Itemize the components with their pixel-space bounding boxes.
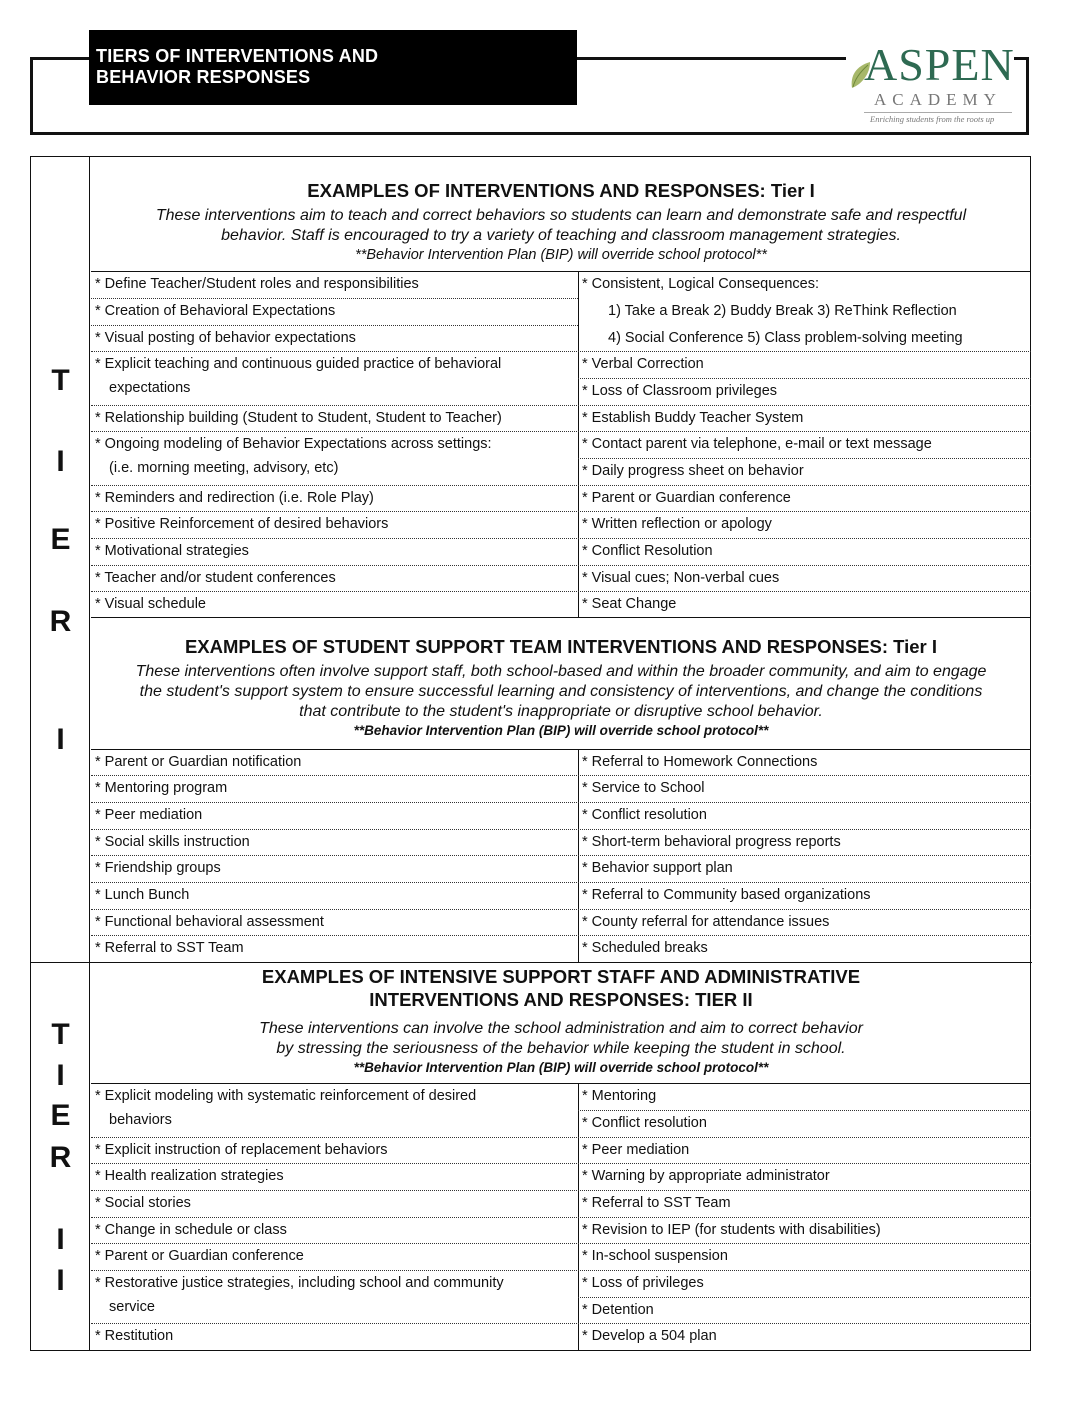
row-rule xyxy=(91,855,1031,856)
section-description: the student's support system to ensure successful learning and consistency of interventions, and change the conditions xyxy=(139,683,983,700)
list-item: * Referral to Community based organizations xyxy=(582,887,871,903)
list-item: * Social skills instruction xyxy=(95,834,250,850)
list-item: * Referral to Homework Connections xyxy=(582,754,818,770)
bip-note: **Behavior Intervention Plan (BIP) will override school protocol** xyxy=(353,723,769,738)
section-title: EXAMPLES OF STUDENT SUPPORT TEAM INTERVENTIONS AND RESPONSES: Tier I xyxy=(184,636,938,657)
list-item: * Conflict resolution xyxy=(582,807,707,823)
list-item: * Visual posting of behavior expectations xyxy=(95,330,356,346)
list-item: * Develop a 504 plan xyxy=(582,1328,717,1344)
list-item: * Health realization strategies xyxy=(95,1168,284,1184)
list-item: * Contact parent via telephone, e-mail or text message xyxy=(582,436,932,452)
tier1-letter: R xyxy=(49,605,72,638)
list-item: * Explicit modeling with systematic reinforcement of desired xyxy=(95,1088,477,1104)
list-item-continued: expectations xyxy=(109,380,191,396)
logo-subtitle: ACADEMY xyxy=(874,90,1002,109)
title-line-1: TIERS OF INTERVENTIONS AND xyxy=(96,46,379,66)
list-item: * Consistent, Logical Consequences: xyxy=(582,276,819,292)
tier1-letter: T xyxy=(51,364,70,397)
section-description: These interventions often involve support staff, both school-based and within the broader community, and aim to engage xyxy=(135,663,987,680)
list-item: * Teacher and/or student conferences xyxy=(95,570,336,586)
document-title xyxy=(89,30,577,105)
tier2-letter: T xyxy=(51,1018,70,1051)
list-item: * Restitution xyxy=(95,1328,174,1344)
list-item: * Functional behavioral assessment xyxy=(95,914,324,930)
tier1-letter: I xyxy=(56,723,65,756)
tier1-letter: E xyxy=(50,523,71,556)
list-item: * Social stories xyxy=(95,1195,191,1211)
list-item: * Friendship groups xyxy=(95,860,221,876)
list-item: * Mentoring program xyxy=(95,780,228,796)
list-item: * Referral to SST Team xyxy=(95,940,244,956)
tier-divider xyxy=(31,962,1032,963)
list-item: * Behavior support plan xyxy=(582,860,733,876)
list-item: * Conflict Resolution xyxy=(582,543,713,559)
list-item: * Daily progress sheet on behavior xyxy=(582,463,804,479)
list-item: * Conflict resolution xyxy=(582,1115,707,1131)
section-description: behavior. Staff is encouraged to try a variety of teaching and classroom management strategies. xyxy=(221,227,901,244)
logo-tagline: Enriching students from the roots up xyxy=(870,114,995,124)
tier2-section-heading xyxy=(91,965,1031,1077)
list-item: * Short-term behavioral progress reports xyxy=(582,834,841,850)
list-item: * Detention xyxy=(582,1302,654,1318)
list-item: * Service to School xyxy=(582,780,705,796)
list-item: * Lunch Bunch xyxy=(95,887,190,903)
logo-name: ASPEN xyxy=(864,39,1015,90)
list-item: * Positive Reinforcement of desired behaviors xyxy=(95,516,389,532)
list-item: * Mentoring xyxy=(582,1088,657,1104)
list-item: * Visual cues; Non-verbal cues xyxy=(582,570,780,586)
tier2-letter: I xyxy=(56,1059,65,1092)
list-item: * Creation of Behavioral Expectations xyxy=(95,303,336,319)
section-description: by stressing the seriousness of the behavior while keeping the student in school. xyxy=(276,1040,846,1057)
list-item: * Parent or Guardian conference xyxy=(582,490,791,506)
list-item: * County referral for attendance issues xyxy=(582,914,830,930)
list-item-sub: 4) Social Conference 5) Class problem-solving meeting xyxy=(608,330,963,346)
bip-note: **Behavior Intervention Plan (BIP) will override school protocol** xyxy=(353,1060,769,1075)
list-item: * Define Teacher/Student roles and responsibilities xyxy=(95,276,419,292)
list-item: * Reminders and redirection (i.e. Role Play) xyxy=(95,490,374,506)
row-rule xyxy=(91,802,1031,803)
row-rule xyxy=(91,775,1031,776)
list-item: * Peer mediation xyxy=(582,1142,690,1158)
tier2-letter: I xyxy=(56,1264,65,1297)
list-item: * Peer mediation xyxy=(95,807,203,823)
list-item: * Verbal Correction xyxy=(582,356,704,372)
section-description: These interventions can involve the school administration and aim to correct behavior xyxy=(259,1020,863,1037)
tier2-letter: I xyxy=(56,1223,65,1256)
grid-rule xyxy=(91,617,1031,618)
list-item-sub: 1) Take a Break 2) Buddy Break 3) ReThink Reflection xyxy=(608,303,957,319)
list-item: * Restorative justice strategies, including school and community xyxy=(95,1275,504,1291)
list-item: * Parent or Guardian notification xyxy=(95,754,302,770)
tier1-letter: I xyxy=(56,445,65,478)
list-item: * Relationship building (Student to Student, Student to Teacher) xyxy=(95,410,502,426)
list-item: * Scheduled breaks xyxy=(582,940,708,956)
list-item: * Visual schedule xyxy=(95,596,206,612)
list-item: * Seat Change xyxy=(582,596,677,612)
row-rule xyxy=(91,591,1031,592)
logo-divider xyxy=(864,112,1012,113)
list-item: * Change in schedule or class xyxy=(95,1222,287,1238)
header-rule xyxy=(30,57,90,60)
tier1-label-column xyxy=(31,157,90,962)
list-item-continued: behaviors xyxy=(109,1112,172,1128)
list-item: * Loss of Classroom privileges xyxy=(582,383,778,399)
interventions-table xyxy=(30,156,1031,1351)
list-item: * Referral to SST Team xyxy=(582,1195,731,1211)
section-description: that contribute to the student's inappropriate or disruptive school behavior. xyxy=(299,703,823,720)
list-item: * Revision to IEP (for students with disabilities) xyxy=(582,1222,881,1238)
list-item: * Motivational strategies xyxy=(95,543,249,559)
list-item: * Parent or Guardian conference xyxy=(95,1248,304,1264)
list-item: * Establish Buddy Teacher System xyxy=(582,410,804,426)
header-rule xyxy=(1014,57,1029,60)
tier2-label-column xyxy=(31,963,90,1351)
tier1-section2-heading xyxy=(91,635,1031,740)
list-item: * Ongoing modeling of Behavior Expectations across settings: xyxy=(95,436,492,452)
section-title: INTERVENTIONS AND RESPONSES: TIER II xyxy=(369,989,753,1010)
section-description: These interventions aim to teach and correct behaviors so students can learn and demonstrate safe and respectful xyxy=(155,207,967,224)
list-item: * Explicit teaching and continuous guided practice of behavioral xyxy=(95,356,502,372)
list-item: * Loss of privileges xyxy=(582,1275,704,1291)
header-rule xyxy=(576,57,846,60)
aspen-academy-logo xyxy=(846,40,1016,130)
section-title: EXAMPLES OF INTERVENTIONS AND RESPONSES: Tier I xyxy=(307,180,815,201)
list-item: * Written reflection or apology xyxy=(582,516,772,532)
list-item: * Warning by appropriate administrator xyxy=(582,1168,830,1184)
list-item-continued: service xyxy=(109,1299,155,1315)
list-item-continued: (i.e. morning meeting, advisory, etc) xyxy=(109,460,339,476)
section-title: EXAMPLES OF INTENSIVE SUPPORT STAFF AND ADMINISTRATIVE xyxy=(261,966,861,987)
row-rule xyxy=(91,882,1031,883)
row-rule xyxy=(91,1190,1031,1191)
row-rule xyxy=(91,1323,1031,1324)
title-line-2: BEHAVIOR RESPONSES xyxy=(96,67,311,87)
bip-note: **Behavior Intervention Plan (BIP) will override school protocol** xyxy=(355,247,767,263)
tier2-letter: R xyxy=(49,1141,72,1174)
list-item: * Explicit instruction of replacement behaviors xyxy=(95,1142,388,1158)
tier2-letter: E xyxy=(50,1099,71,1132)
list-item: * In-school suspension xyxy=(582,1248,728,1264)
tier1-section1-heading xyxy=(91,179,1031,264)
